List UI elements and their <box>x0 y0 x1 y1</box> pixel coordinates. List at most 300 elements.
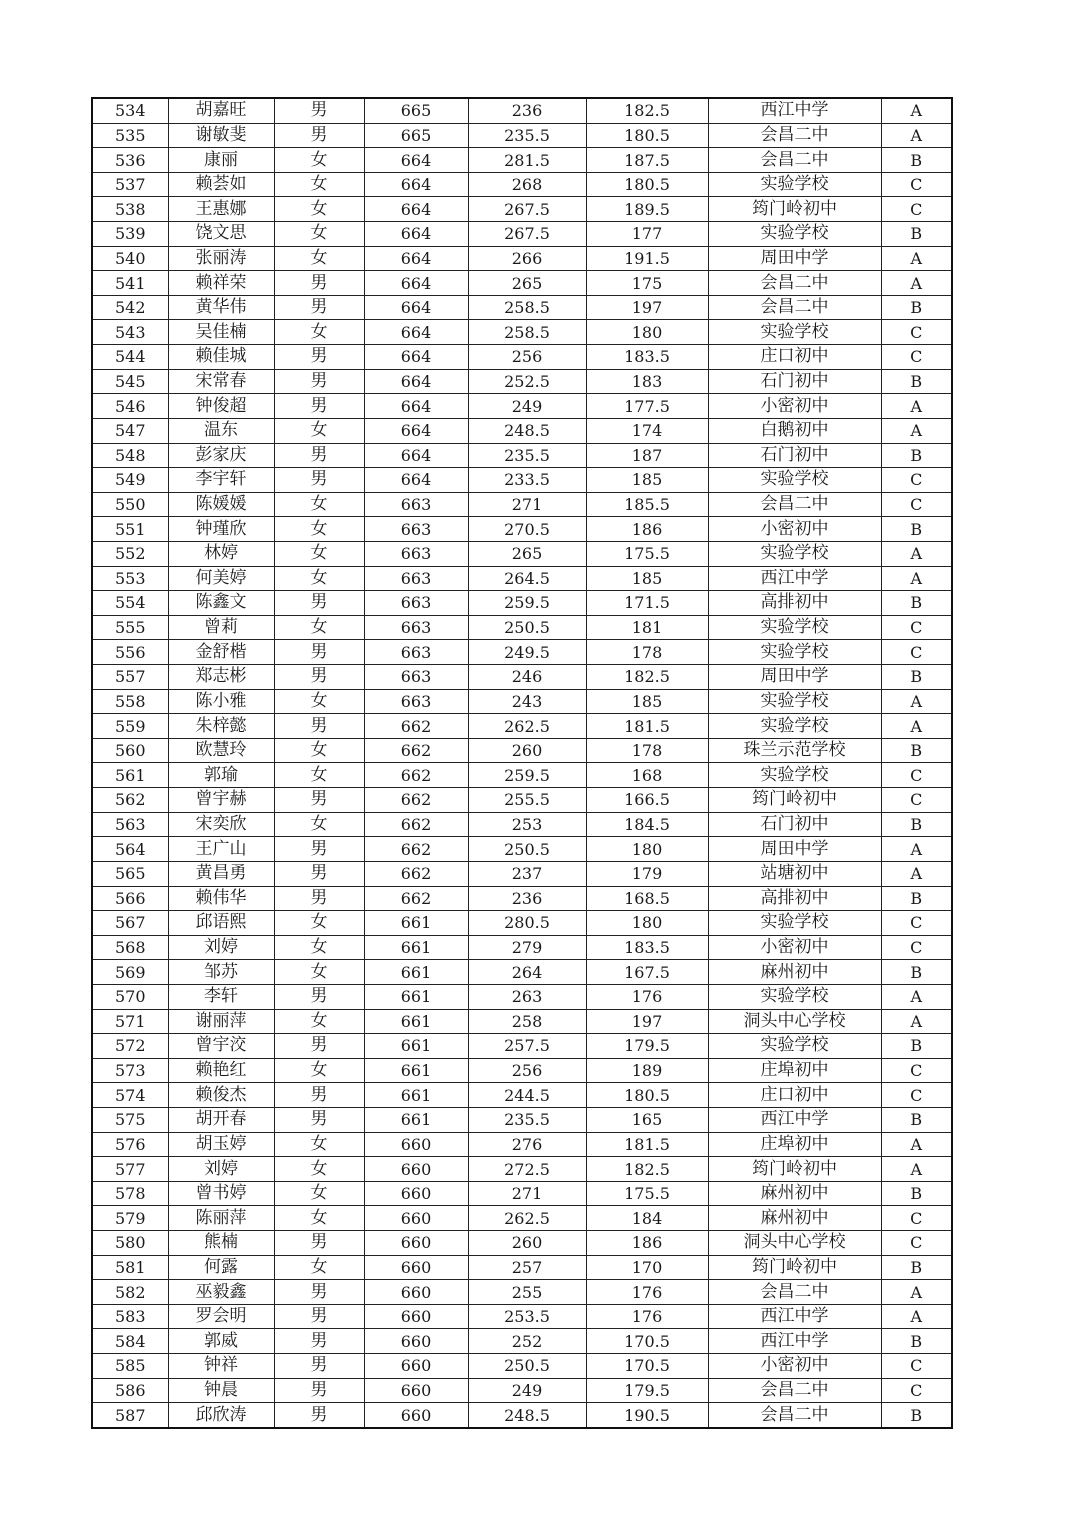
name-cell: 金舒楷 <box>168 640 274 665</box>
table-row <box>92 148 952 173</box>
score-a-cell: 262.5 <box>468 714 586 739</box>
rank-cell: 580 <box>92 1231 168 1256</box>
name-cell: 李轩 <box>168 984 274 1009</box>
grade-cell: A <box>881 714 952 739</box>
total-score-cell: 661 <box>364 984 468 1009</box>
gender-cell: 女 <box>274 935 364 960</box>
name-cell: 曾宇洨 <box>168 1034 274 1059</box>
name-cell: 邹苏 <box>168 960 274 985</box>
rank-cell: 582 <box>92 1280 168 1305</box>
grade-cell: C <box>881 640 952 665</box>
gender-cell: 女 <box>274 738 364 763</box>
grade-cell: B <box>881 1403 952 1428</box>
table-row <box>92 1034 952 1059</box>
rank-cell: 560 <box>92 738 168 763</box>
score-b-cell: 181 <box>586 615 708 640</box>
score-b-cell: 183.5 <box>586 935 708 960</box>
total-score-cell: 660 <box>364 1181 468 1206</box>
name-cell: 刘婷 <box>168 1157 274 1182</box>
total-score-cell: 663 <box>364 541 468 566</box>
name-cell: 胡玉婷 <box>168 1132 274 1157</box>
gender-cell: 男 <box>274 837 364 862</box>
rank-cell: 538 <box>92 197 168 222</box>
name-cell: 邱欣涛 <box>168 1403 274 1428</box>
table-row <box>92 566 952 591</box>
score-b-cell: 197 <box>586 1009 708 1034</box>
score-a-cell: 253 <box>468 812 586 837</box>
score-b-cell: 180.5 <box>586 1083 708 1108</box>
gender-cell: 女 <box>274 566 364 591</box>
school-cell: 实验学校 <box>708 468 881 493</box>
table-row <box>92 861 952 886</box>
score-b-cell: 180 <box>586 320 708 345</box>
rank-cell: 567 <box>92 911 168 936</box>
name-cell: 赖伟华 <box>168 886 274 911</box>
school-cell: 高排初中 <box>708 886 881 911</box>
school-cell: 筠门岭初中 <box>708 1255 881 1280</box>
name-cell: 饶文思 <box>168 222 274 247</box>
rank-cell: 575 <box>92 1107 168 1132</box>
score-a-cell: 258.5 <box>468 320 586 345</box>
rank-cell: 535 <box>92 123 168 148</box>
table-row <box>92 418 952 443</box>
score-b-cell: 180 <box>586 837 708 862</box>
rank-cell: 578 <box>92 1181 168 1206</box>
gender-cell: 女 <box>274 320 364 345</box>
gender-cell: 女 <box>274 960 364 985</box>
name-cell: 钟晨 <box>168 1378 274 1403</box>
gender-cell: 女 <box>274 246 364 271</box>
total-score-cell: 664 <box>364 418 468 443</box>
table-row <box>92 1157 952 1182</box>
grade-cell: A <box>881 566 952 591</box>
score-a-cell: 248.5 <box>468 1403 586 1428</box>
results-table <box>91 97 953 1429</box>
gender-cell: 男 <box>274 1083 364 1108</box>
score-a-cell: 260 <box>468 1231 586 1256</box>
score-b-cell: 182.5 <box>586 1157 708 1182</box>
gender-cell: 男 <box>274 640 364 665</box>
total-score-cell: 664 <box>364 295 468 320</box>
table-row <box>92 222 952 247</box>
grade-cell: C <box>881 1058 952 1083</box>
score-a-cell: 250.5 <box>468 837 586 862</box>
score-b-cell: 182.5 <box>586 98 708 123</box>
score-a-cell: 246 <box>468 665 586 690</box>
table-body <box>92 98 952 1428</box>
score-b-cell: 183 <box>586 369 708 394</box>
gender-cell: 男 <box>274 788 364 813</box>
school-cell: 麻州初中 <box>708 1206 881 1231</box>
table-row <box>92 615 952 640</box>
grade-cell: C <box>881 615 952 640</box>
score-b-cell: 182.5 <box>586 665 708 690</box>
name-cell: 陈丽萍 <box>168 1206 274 1231</box>
rank-cell: 587 <box>92 1403 168 1428</box>
score-b-cell: 197 <box>586 295 708 320</box>
table-row <box>92 1403 952 1428</box>
total-score-cell: 660 <box>364 1403 468 1428</box>
grade-cell: A <box>881 689 952 714</box>
score-b-cell: 168.5 <box>586 886 708 911</box>
score-a-cell: 255.5 <box>468 788 586 813</box>
rank-cell: 574 <box>92 1083 168 1108</box>
school-cell: 西江中学 <box>708 1304 881 1329</box>
score-a-cell: 257.5 <box>468 1034 586 1059</box>
grade-cell: B <box>881 1255 952 1280</box>
gender-cell: 男 <box>274 443 364 468</box>
rank-cell: 568 <box>92 935 168 960</box>
score-b-cell: 170.5 <box>586 1329 708 1354</box>
school-cell: 高排初中 <box>708 591 881 616</box>
total-score-cell: 660 <box>364 1231 468 1256</box>
name-cell: 康丽 <box>168 148 274 173</box>
rank-cell: 536 <box>92 148 168 173</box>
school-cell: 庄口初中 <box>708 345 881 370</box>
total-score-cell: 661 <box>364 935 468 960</box>
score-a-cell: 250.5 <box>468 1354 586 1379</box>
score-b-cell: 190.5 <box>586 1403 708 1428</box>
rank-cell: 541 <box>92 271 168 296</box>
grade-cell: C <box>881 1378 952 1403</box>
school-cell: 会昌二中 <box>708 271 881 296</box>
gender-cell: 男 <box>274 369 364 394</box>
score-a-cell: 265 <box>468 271 586 296</box>
grade-cell: B <box>881 812 952 837</box>
grade-cell: B <box>881 665 952 690</box>
name-cell: 郭瑜 <box>168 763 274 788</box>
score-b-cell: 171.5 <box>586 591 708 616</box>
grade-cell: C <box>881 197 952 222</box>
score-a-cell: 271 <box>468 492 586 517</box>
score-a-cell: 253.5 <box>468 1304 586 1329</box>
rank-cell: 559 <box>92 714 168 739</box>
score-b-cell: 183.5 <box>586 345 708 370</box>
table-row <box>92 935 952 960</box>
gender-cell: 女 <box>274 1206 364 1231</box>
school-cell: 会昌二中 <box>708 1403 881 1428</box>
gender-cell: 女 <box>274 812 364 837</box>
grade-cell: B <box>881 517 952 542</box>
total-score-cell: 661 <box>364 1034 468 1059</box>
rank-cell: 566 <box>92 886 168 911</box>
school-cell: 周田中学 <box>708 246 881 271</box>
table-row <box>92 886 952 911</box>
score-b-cell: 174 <box>586 418 708 443</box>
score-a-cell: 280.5 <box>468 911 586 936</box>
school-cell: 实验学校 <box>708 320 881 345</box>
score-b-cell: 189.5 <box>586 197 708 222</box>
total-score-cell: 663 <box>364 492 468 517</box>
score-a-cell: 271 <box>468 1181 586 1206</box>
score-a-cell: 252 <box>468 1329 586 1354</box>
grade-cell: C <box>881 1206 952 1231</box>
school-cell: 筠门岭初中 <box>708 788 881 813</box>
table-row <box>92 837 952 862</box>
rank-cell: 569 <box>92 960 168 985</box>
score-b-cell: 178 <box>586 640 708 665</box>
total-score-cell: 664 <box>364 172 468 197</box>
grade-cell: A <box>881 1132 952 1157</box>
grade-cell: B <box>881 738 952 763</box>
table-row <box>92 1280 952 1305</box>
table-row <box>92 541 952 566</box>
score-a-cell: 233.5 <box>468 468 586 493</box>
table-row <box>92 246 952 271</box>
name-cell: 宋奕欣 <box>168 812 274 837</box>
grade-cell: C <box>881 1354 952 1379</box>
table-row <box>92 788 952 813</box>
rank-cell: 565 <box>92 861 168 886</box>
school-cell: 会昌二中 <box>708 1280 881 1305</box>
score-b-cell: 175 <box>586 271 708 296</box>
school-cell: 会昌二中 <box>708 148 881 173</box>
score-a-cell: 259.5 <box>468 591 586 616</box>
table-row <box>92 738 952 763</box>
table-row <box>92 1378 952 1403</box>
school-cell: 筠门岭初中 <box>708 197 881 222</box>
rank-cell: 579 <box>92 1206 168 1231</box>
score-b-cell: 186 <box>586 517 708 542</box>
table-row <box>92 345 952 370</box>
total-score-cell: 662 <box>364 861 468 886</box>
table-row <box>92 1132 952 1157</box>
score-b-cell: 186 <box>586 1231 708 1256</box>
school-cell: 实验学校 <box>708 984 881 1009</box>
table-row <box>92 763 952 788</box>
score-a-cell: 267.5 <box>468 222 586 247</box>
rank-cell: 561 <box>92 763 168 788</box>
name-cell: 王广山 <box>168 837 274 862</box>
score-a-cell: 279 <box>468 935 586 960</box>
name-cell: 黄华伟 <box>168 295 274 320</box>
rank-cell: 576 <box>92 1132 168 1157</box>
rank-cell: 573 <box>92 1058 168 1083</box>
school-cell: 实验学校 <box>708 172 881 197</box>
school-cell: 庄口初中 <box>708 1083 881 1108</box>
rank-cell: 564 <box>92 837 168 862</box>
total-score-cell: 664 <box>364 222 468 247</box>
grade-cell: C <box>881 935 952 960</box>
name-cell: 巫毅鑫 <box>168 1280 274 1305</box>
name-cell: 温东 <box>168 418 274 443</box>
school-cell: 小密初中 <box>708 935 881 960</box>
grade-cell: A <box>881 271 952 296</box>
score-a-cell: 236 <box>468 98 586 123</box>
total-score-cell: 662 <box>364 788 468 813</box>
score-a-cell: 281.5 <box>468 148 586 173</box>
gender-cell: 男 <box>274 861 364 886</box>
total-score-cell: 660 <box>364 1354 468 1379</box>
grade-cell: A <box>881 123 952 148</box>
gender-cell: 男 <box>274 123 364 148</box>
grade-cell: C <box>881 172 952 197</box>
total-score-cell: 664 <box>364 320 468 345</box>
rank-cell: 583 <box>92 1304 168 1329</box>
score-a-cell: 255 <box>468 1280 586 1305</box>
gender-cell: 女 <box>274 1009 364 1034</box>
score-b-cell: 176 <box>586 984 708 1009</box>
school-cell: 石门初中 <box>708 812 881 837</box>
table-row <box>92 468 952 493</box>
name-cell: 谢敏斐 <box>168 123 274 148</box>
name-cell: 胡开春 <box>168 1107 274 1132</box>
score-a-cell: 252.5 <box>468 369 586 394</box>
gender-cell: 女 <box>274 148 364 173</box>
table-row <box>92 98 952 123</box>
grade-cell: A <box>881 984 952 1009</box>
score-a-cell: 256 <box>468 345 586 370</box>
rank-cell: 539 <box>92 222 168 247</box>
total-score-cell: 665 <box>364 123 468 148</box>
gender-cell: 男 <box>274 271 364 296</box>
gender-cell: 女 <box>274 492 364 517</box>
score-b-cell: 170.5 <box>586 1354 708 1379</box>
grade-cell: B <box>881 1181 952 1206</box>
grade-cell: A <box>881 246 952 271</box>
school-cell: 会昌二中 <box>708 1378 881 1403</box>
table-row <box>92 1304 952 1329</box>
score-a-cell: 267.5 <box>468 197 586 222</box>
total-score-cell: 664 <box>364 246 468 271</box>
gender-cell: 女 <box>274 763 364 788</box>
score-a-cell: 256 <box>468 1058 586 1083</box>
rank-cell: 572 <box>92 1034 168 1059</box>
table-row <box>92 394 952 419</box>
rank-cell: 577 <box>92 1157 168 1182</box>
school-cell: 庄埠初中 <box>708 1058 881 1083</box>
name-cell: 何美婷 <box>168 566 274 591</box>
rank-cell: 555 <box>92 615 168 640</box>
rank-cell: 549 <box>92 468 168 493</box>
score-a-cell: 243 <box>468 689 586 714</box>
rank-cell: 548 <box>92 443 168 468</box>
total-score-cell: 664 <box>364 443 468 468</box>
grade-cell: A <box>881 1009 952 1034</box>
school-cell: 珠兰示范学校 <box>708 738 881 763</box>
table-row <box>92 1354 952 1379</box>
gender-cell: 男 <box>274 1107 364 1132</box>
total-score-cell: 660 <box>364 1329 468 1354</box>
total-score-cell: 661 <box>364 960 468 985</box>
name-cell: 宋常春 <box>168 369 274 394</box>
score-a-cell: 264.5 <box>468 566 586 591</box>
total-score-cell: 660 <box>364 1280 468 1305</box>
total-score-cell: 662 <box>364 738 468 763</box>
grade-cell: C <box>881 320 952 345</box>
name-cell: 陈媛媛 <box>168 492 274 517</box>
school-cell: 实验学校 <box>708 1034 881 1059</box>
score-a-cell: 237 <box>468 861 586 886</box>
score-b-cell: 189 <box>586 1058 708 1083</box>
table-row <box>92 1107 952 1132</box>
score-a-cell: 235.5 <box>468 1107 586 1132</box>
name-cell: 邱语熙 <box>168 911 274 936</box>
school-cell: 实验学校 <box>708 714 881 739</box>
name-cell: 陈小雅 <box>168 689 274 714</box>
grade-cell: C <box>881 763 952 788</box>
school-cell: 庄埠初中 <box>708 1132 881 1157</box>
total-score-cell: 660 <box>364 1157 468 1182</box>
gender-cell: 男 <box>274 1354 364 1379</box>
score-b-cell: 177 <box>586 222 708 247</box>
total-score-cell: 662 <box>364 763 468 788</box>
grade-cell: B <box>881 1034 952 1059</box>
total-score-cell: 660 <box>364 1255 468 1280</box>
score-a-cell: 268 <box>468 172 586 197</box>
rank-cell: 584 <box>92 1329 168 1354</box>
gender-cell: 女 <box>274 1058 364 1083</box>
gender-cell: 男 <box>274 1378 364 1403</box>
score-a-cell: 276 <box>468 1132 586 1157</box>
name-cell: 彭家庆 <box>168 443 274 468</box>
table-row <box>92 1181 952 1206</box>
total-score-cell: 663 <box>364 665 468 690</box>
school-cell: 周田中学 <box>708 665 881 690</box>
total-score-cell: 664 <box>364 369 468 394</box>
gender-cell: 男 <box>274 1280 364 1305</box>
table-row <box>92 960 952 985</box>
score-a-cell: 262.5 <box>468 1206 586 1231</box>
table-row <box>92 369 952 394</box>
rank-cell: 556 <box>92 640 168 665</box>
total-score-cell: 660 <box>364 1132 468 1157</box>
gender-cell: 女 <box>274 1157 364 1182</box>
score-a-cell: 248.5 <box>468 418 586 443</box>
grade-cell: A <box>881 394 952 419</box>
gender-cell: 女 <box>274 911 364 936</box>
school-cell: 洞头中心学校 <box>708 1009 881 1034</box>
score-b-cell: 180.5 <box>586 123 708 148</box>
rank-cell: 553 <box>92 566 168 591</box>
table-row <box>92 271 952 296</box>
name-cell: 胡嘉旺 <box>168 98 274 123</box>
rank-cell: 552 <box>92 541 168 566</box>
gender-cell: 男 <box>274 1231 364 1256</box>
grade-cell: C <box>881 1083 952 1108</box>
grade-cell: A <box>881 837 952 862</box>
score-b-cell: 185 <box>586 689 708 714</box>
score-b-cell: 177.5 <box>586 394 708 419</box>
score-a-cell: 235.5 <box>468 443 586 468</box>
total-score-cell: 662 <box>364 837 468 862</box>
school-cell: 洞头中心学校 <box>708 1231 881 1256</box>
gender-cell: 女 <box>274 541 364 566</box>
name-cell: 郭威 <box>168 1329 274 1354</box>
score-a-cell: 235.5 <box>468 123 586 148</box>
school-cell: 实验学校 <box>708 689 881 714</box>
total-score-cell: 664 <box>364 271 468 296</box>
total-score-cell: 660 <box>364 1304 468 1329</box>
name-cell: 钟俊超 <box>168 394 274 419</box>
rank-cell: 563 <box>92 812 168 837</box>
gender-cell: 男 <box>274 665 364 690</box>
school-cell: 石门初中 <box>708 369 881 394</box>
grade-cell: C <box>881 492 952 517</box>
table-row <box>92 1206 952 1231</box>
total-score-cell: 663 <box>364 640 468 665</box>
total-score-cell: 663 <box>364 615 468 640</box>
score-b-cell: 168 <box>586 763 708 788</box>
name-cell: 赖祥荣 <box>168 271 274 296</box>
school-cell: 小密初中 <box>708 394 881 419</box>
score-a-cell: 258.5 <box>468 295 586 320</box>
gender-cell: 女 <box>274 689 364 714</box>
rank-cell: 550 <box>92 492 168 517</box>
score-b-cell: 184.5 <box>586 812 708 837</box>
name-cell: 刘婷 <box>168 935 274 960</box>
score-b-cell: 167.5 <box>586 960 708 985</box>
